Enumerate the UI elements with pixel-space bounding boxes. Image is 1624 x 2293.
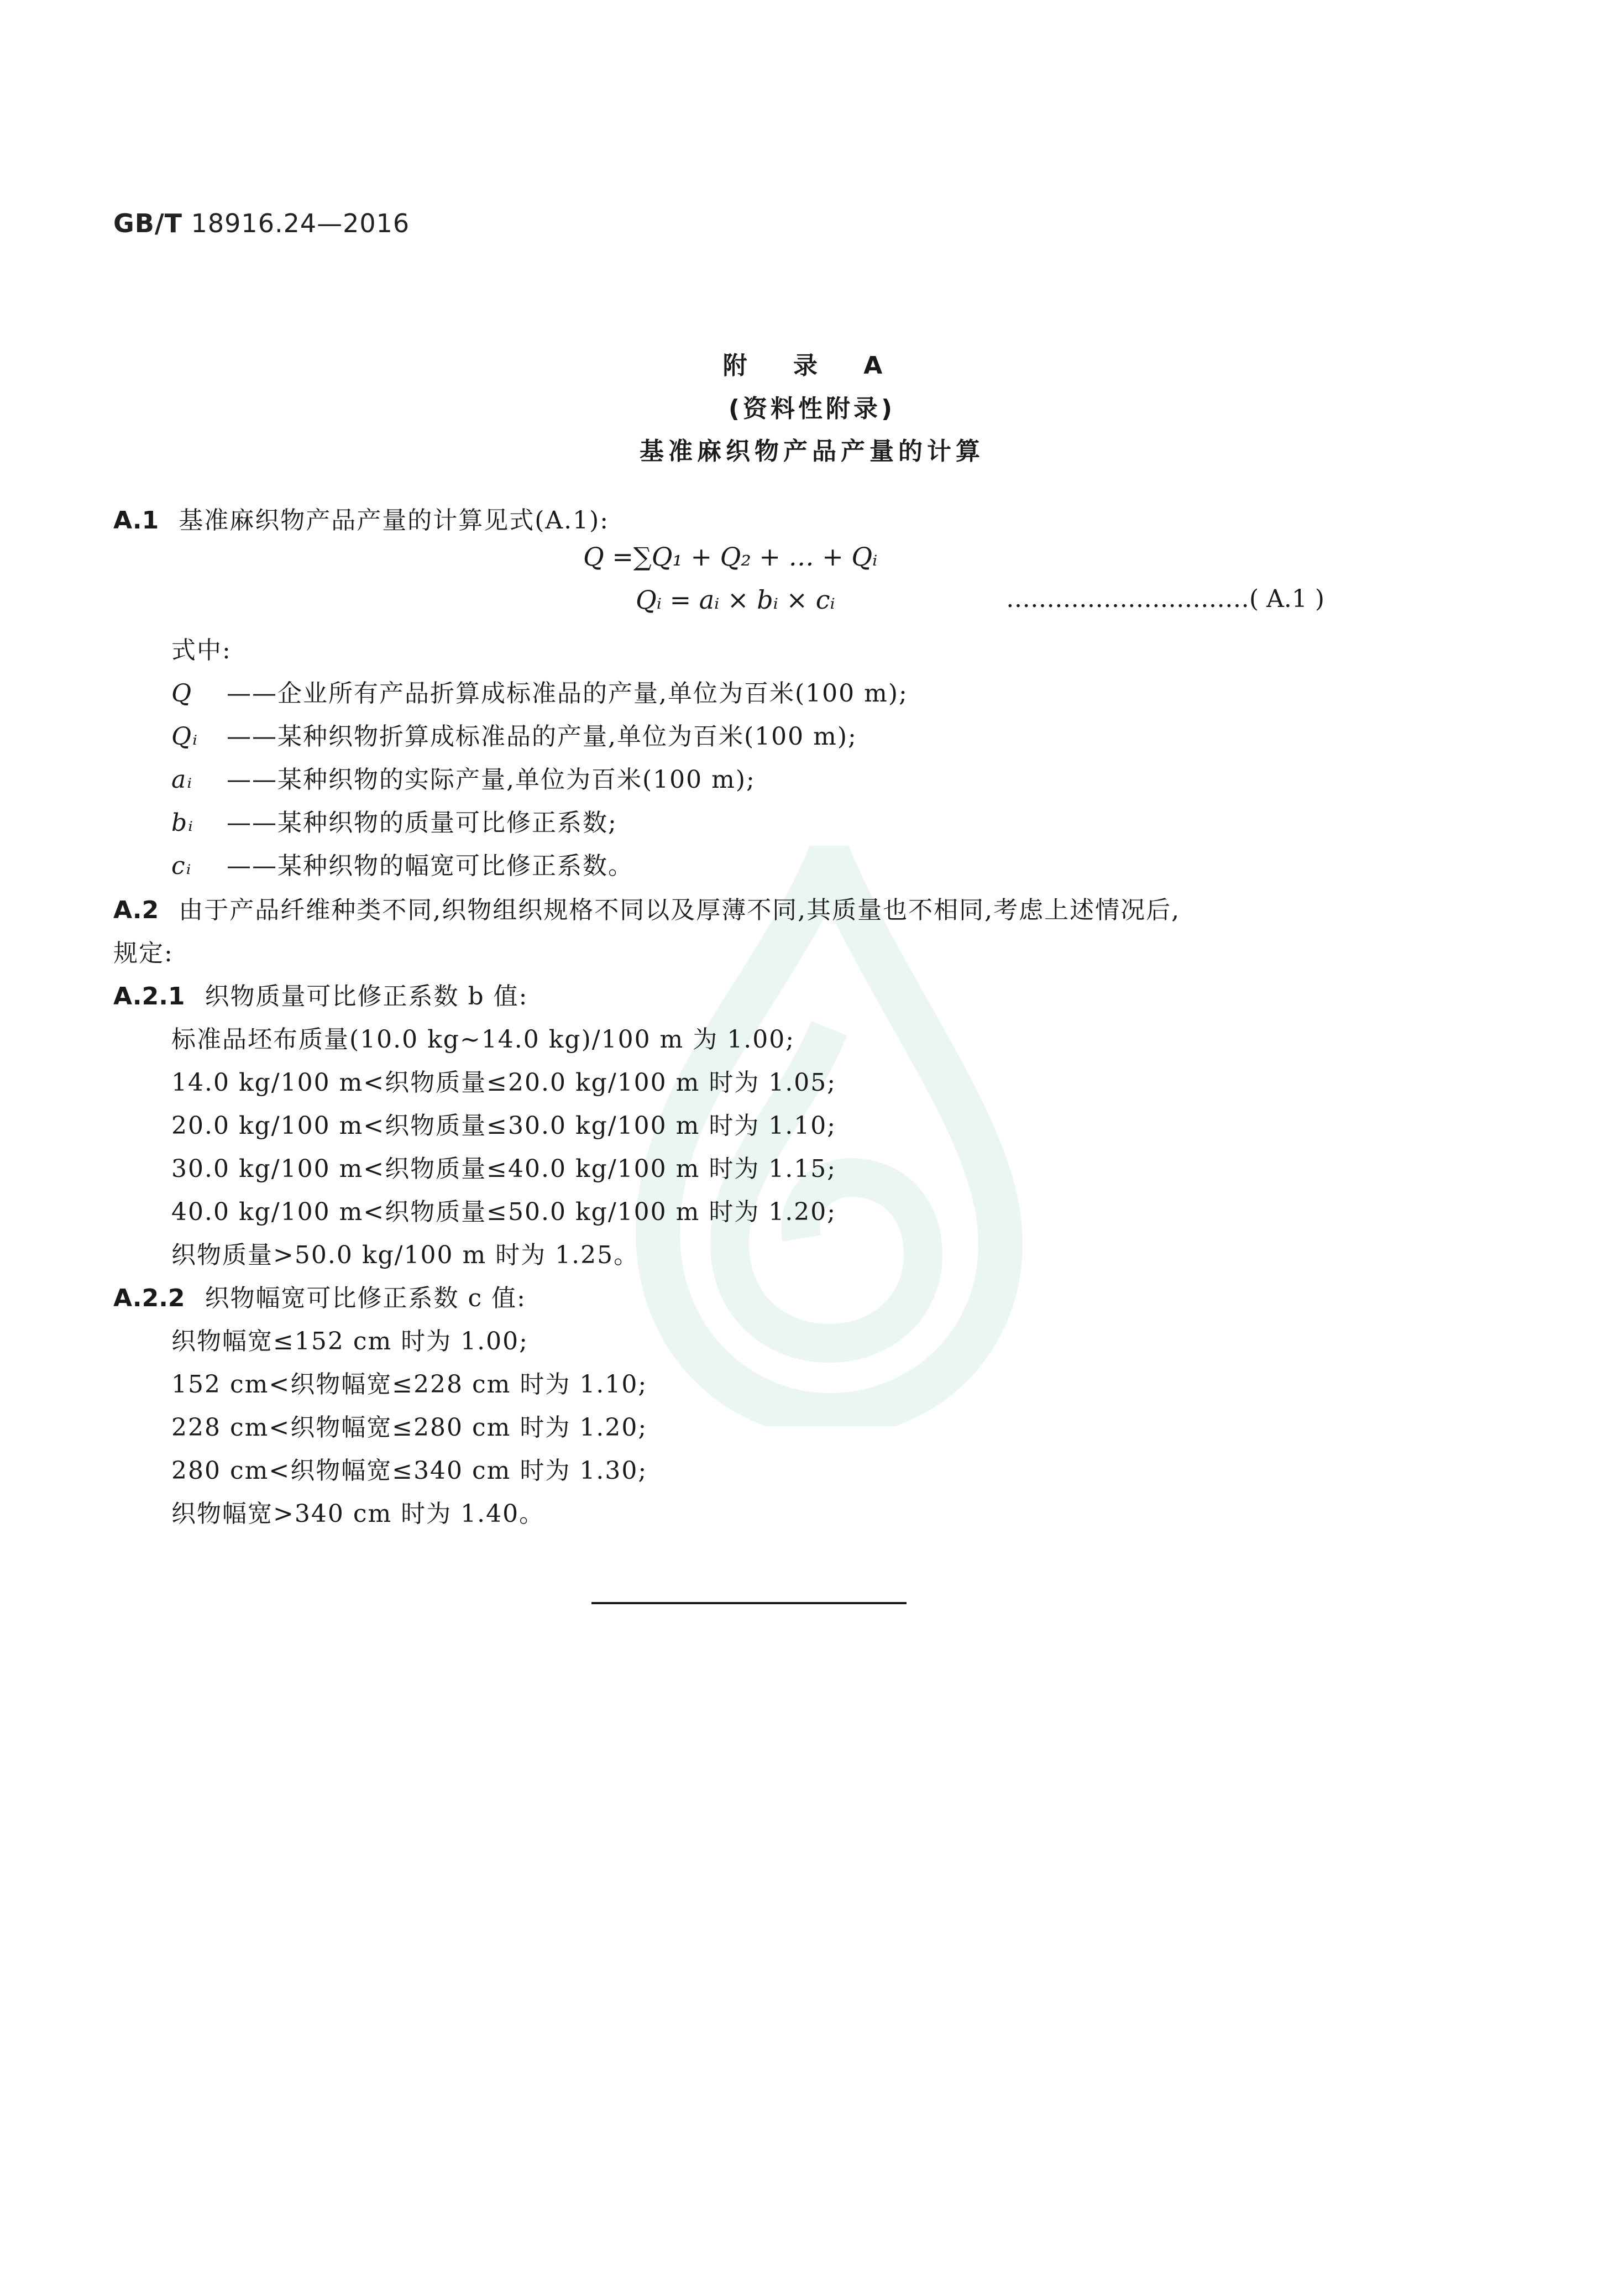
definition-row bbox=[171, 673, 908, 709]
section-a1 bbox=[113, 500, 609, 536]
definition-row bbox=[171, 846, 633, 881]
section-text: 织物质量可比修正系数 b 值: bbox=[205, 982, 528, 1011]
standard-prefix: GB/T bbox=[113, 208, 182, 238]
definition-text: ——某种织物折算成标准品的产量,单位为百米(100 m); bbox=[227, 723, 857, 751]
definition-text: ——某种织物的质量可比修正系数; bbox=[227, 809, 617, 837]
appendix-title: 附 录 A bbox=[722, 352, 902, 380]
formula-line-2: Qᵢ = aᵢ × bᵢ × cᵢ bbox=[636, 585, 835, 615]
section-text: 由于产品纤维种类不同,织物组织规格不同以及厚薄不同,其质量也不相同,考虑上述情况后, bbox=[179, 896, 1181, 924]
definition-row bbox=[171, 760, 756, 795]
list-item: 152 cm<织物幅宽≤228 cm 时为 1.10; bbox=[171, 1370, 648, 1399]
section-text: 基准麻织物产品产量的计算见式(A.1): bbox=[179, 506, 610, 535]
list-item: 30.0 kg/100 m<织物质量≤40.0 kg/100 m 时为 1.15; bbox=[171, 1155, 837, 1183]
formula-line-1: Q =∑Q₁ + Q₂ + … + Qᵢ bbox=[583, 542, 878, 572]
section-number: A.2 bbox=[113, 896, 159, 924]
where-label: 式中: bbox=[171, 636, 232, 664]
appendix-type: (资料性附录) bbox=[728, 395, 896, 423]
definition-text: ——某种织物的幅宽可比修正系数。 bbox=[227, 852, 633, 880]
section-number: A.2.1 bbox=[113, 982, 185, 1011]
list-item: 40.0 kg/100 m<织物质量≤50.0 kg/100 m 时为 1.20; bbox=[171, 1198, 837, 1226]
section-a2 bbox=[113, 890, 1180, 925]
list-item: 280 cm<织物幅宽≤340 cm 时为 1.30; bbox=[171, 1457, 648, 1485]
formula-number: …………………………( A.1 ) bbox=[1006, 585, 1325, 613]
end-rule bbox=[591, 1602, 907, 1604]
definition-symbol: Q bbox=[171, 679, 193, 708]
list-item: 织物幅宽≤152 cm 时为 1.00; bbox=[171, 1327, 528, 1355]
section-a21 bbox=[113, 976, 528, 1012]
definition-text: ——企业所有产品折算成标准品的产量,单位为百米(100 m); bbox=[227, 679, 908, 708]
section-text: 织物幅宽可比修正系数 c 值: bbox=[205, 1284, 526, 1312]
section-number: A.1 bbox=[113, 506, 159, 535]
list-item: 20.0 kg/100 m<织物质量≤30.0 kg/100 m 时为 1.10; bbox=[171, 1112, 837, 1140]
list-item: 织物幅宽>340 cm 时为 1.40。 bbox=[171, 1500, 545, 1528]
section-a22 bbox=[113, 1278, 526, 1313]
definition-symbol: aᵢ bbox=[171, 766, 193, 794]
definition-row bbox=[171, 803, 617, 838]
appendix-subtitle: 基准麻织物产品产量的计算 bbox=[640, 437, 984, 465]
section-a2-continuation: 规定: bbox=[113, 939, 174, 967]
definition-symbol: bᵢ bbox=[171, 809, 195, 837]
definition-row bbox=[171, 716, 857, 752]
standard-code bbox=[113, 208, 410, 238]
definition-text: ——某种织物的实际产量,单位为百米(100 m); bbox=[227, 766, 756, 794]
list-item: 228 cm<织物幅宽≤280 cm 时为 1.20; bbox=[171, 1414, 648, 1442]
definition-symbol: Qᵢ bbox=[171, 723, 198, 751]
standard-number: 18916.24—2016 bbox=[191, 208, 410, 238]
definition-symbol: cᵢ bbox=[171, 852, 192, 880]
list-item: 织物质量>50.0 kg/100 m 时为 1.25。 bbox=[171, 1241, 640, 1269]
list-item: 14.0 kg/100 m<织物质量≤20.0 kg/100 m 时为 1.05; bbox=[171, 1069, 837, 1097]
list-item: 标准品坯布质量(10.0 kg~14.0 kg)/100 m 为 1.00; bbox=[171, 1025, 795, 1054]
section-number: A.2.2 bbox=[113, 1284, 185, 1312]
